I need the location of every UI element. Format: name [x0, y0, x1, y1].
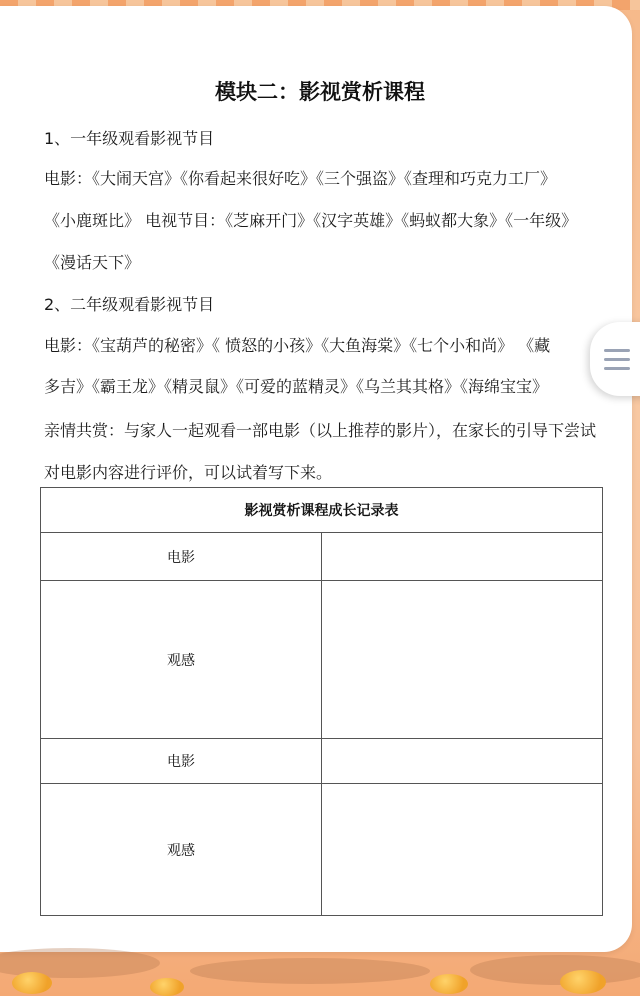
table-header: 影视赏析课程成长记录表: [41, 488, 603, 533]
grade1-heading: 1、一年级观看影视节目: [44, 129, 215, 148]
ground-decoration: [470, 955, 640, 985]
table-row: [41, 533, 603, 581]
row-label-impression: 观感: [41, 581, 322, 739]
row-label-movie: 电影: [41, 533, 322, 581]
grade2-heading: 2、二年级观看影视节目: [44, 295, 215, 314]
family-activity-line1: 亲情共赏：与家人一起观看一部电影（以上推荐的影片），在家长的引导下尝试: [44, 421, 597, 440]
impression-entry-field[interactable]: [322, 581, 603, 739]
coin-decoration: [150, 978, 184, 996]
page-title: 模块二：影视赏析课程: [215, 80, 425, 104]
movie-entry-field[interactable]: [322, 739, 603, 784]
grade1-movies-line3: 《漫话天下》: [44, 253, 141, 272]
coin-decoration: [12, 972, 52, 994]
growth-record-table: [40, 487, 603, 916]
ground-decoration: [190, 958, 430, 984]
table-row: [41, 581, 603, 739]
grade1-movies-line1: 电影：《大闹天宫》《你看起来很好吃》《三个强盗》《查理和巧克力工厂》: [44, 169, 557, 188]
grade2-movies-line1: 电影：《宝葫芦的秘密》《 愤怒的小孩》《大鱼海棠》《七个小和尚》 《藏: [44, 336, 551, 355]
family-activity-line2: 对电影内容进行评价，可以试着写下来。: [44, 463, 333, 482]
grade1-movies-line2: 《小鹿斑比》 电视节目：《芝麻开门》《汉字英雄》《蚂蚁都大象》《一年级》: [44, 211, 578, 230]
movie-entry-field[interactable]: [322, 533, 603, 581]
menu-button[interactable]: [590, 322, 640, 396]
coin-decoration: [560, 970, 606, 994]
impression-entry-field[interactable]: [322, 784, 603, 916]
row-label-movie: 电影: [41, 739, 322, 784]
grade2-movies-line2: 多吉》《霸王龙》《精灵鼠》《可爱的蓝精灵》《乌兰其其格》《海绵宝宝》: [44, 377, 549, 396]
table-row: [41, 739, 603, 784]
table-row: [41, 784, 603, 916]
coin-decoration: [430, 974, 468, 994]
row-label-impression: 观感: [41, 784, 322, 916]
